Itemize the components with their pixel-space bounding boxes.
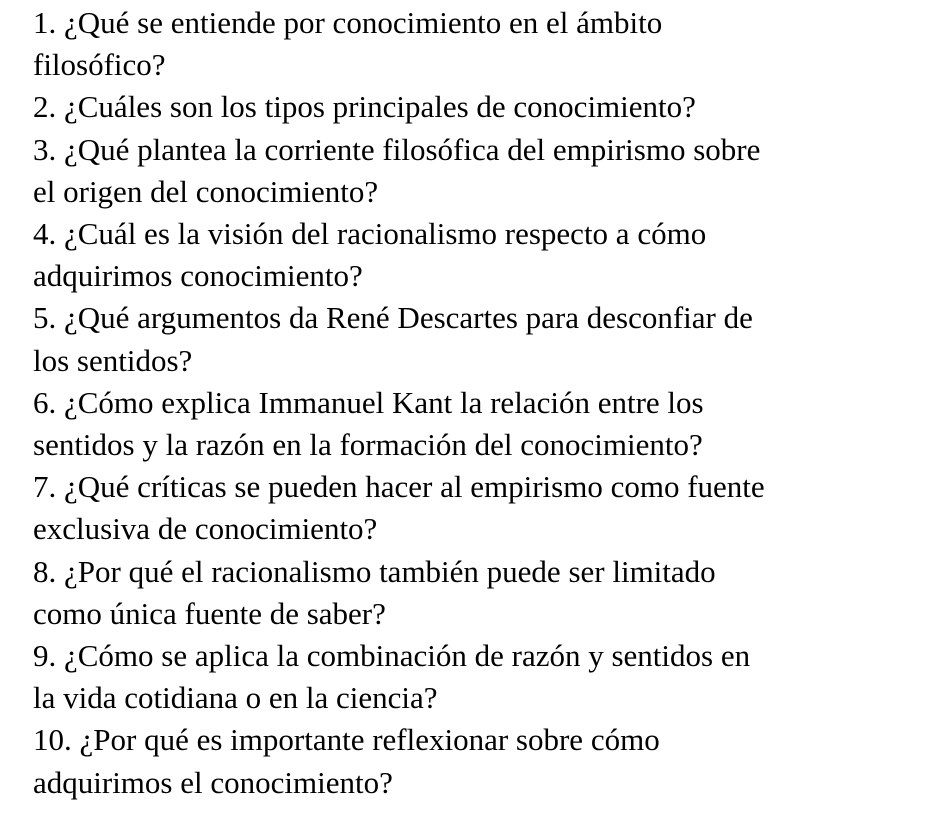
question-line: 5. ¿Qué argumentos da René Descartes para desconfiar de (33, 300, 753, 336)
question-item (33, 2, 913, 86)
question-item (33, 129, 913, 213)
question-line: adquirimos el conocimiento? (33, 764, 393, 800)
question-line: 1. ¿Qué se entiende por conocimiento en el ámbito (33, 5, 663, 40)
question-line: 9. ¿Cómo se aplica la combinación de razón y sentidos en (33, 638, 751, 674)
question-item (33, 213, 913, 297)
question-item (33, 297, 913, 381)
question-line: 2. ¿Cuáles son los tipos principales de conocimiento? (33, 89, 696, 125)
question-line: exclusiva de conocimiento? (33, 511, 378, 547)
question-line: los sentidos? (33, 342, 193, 378)
question-item (33, 635, 913, 719)
question-line: 6. ¿Cómo explica Immanuel Kant la relación entre los (33, 384, 704, 420)
question-line: 4. ¿Cuál es la visión del racionalismo respecto a cómo (33, 216, 707, 252)
question-line: 8. ¿Por qué el racionalismo también puede ser limitado (33, 553, 716, 589)
question-line: adquirimos conocimiento? (33, 258, 363, 294)
question-list (33, 2, 913, 804)
question-line: el origen del conocimiento? (33, 173, 379, 209)
question-line: filosófico? (33, 47, 166, 83)
question-line: la vida cotidiana o en la ciencia? (33, 680, 438, 716)
question-item (33, 719, 913, 803)
question-line: 10. ¿Por qué es importante reflexionar sobre cómo (33, 722, 660, 758)
question-line: sentidos y la razón en la formación del conocimiento? (33, 427, 703, 463)
question-line: 3. ¿Qué plantea la corriente filosófica del empirismo sobre (33, 131, 761, 167)
question-item (33, 551, 913, 635)
question-item (33, 86, 913, 128)
question-line: 7. ¿Qué críticas se pueden hacer al empirismo como fuente (33, 469, 765, 505)
question-line: como única fuente de saber? (33, 595, 386, 631)
question-item (33, 382, 913, 466)
question-item (33, 466, 913, 550)
